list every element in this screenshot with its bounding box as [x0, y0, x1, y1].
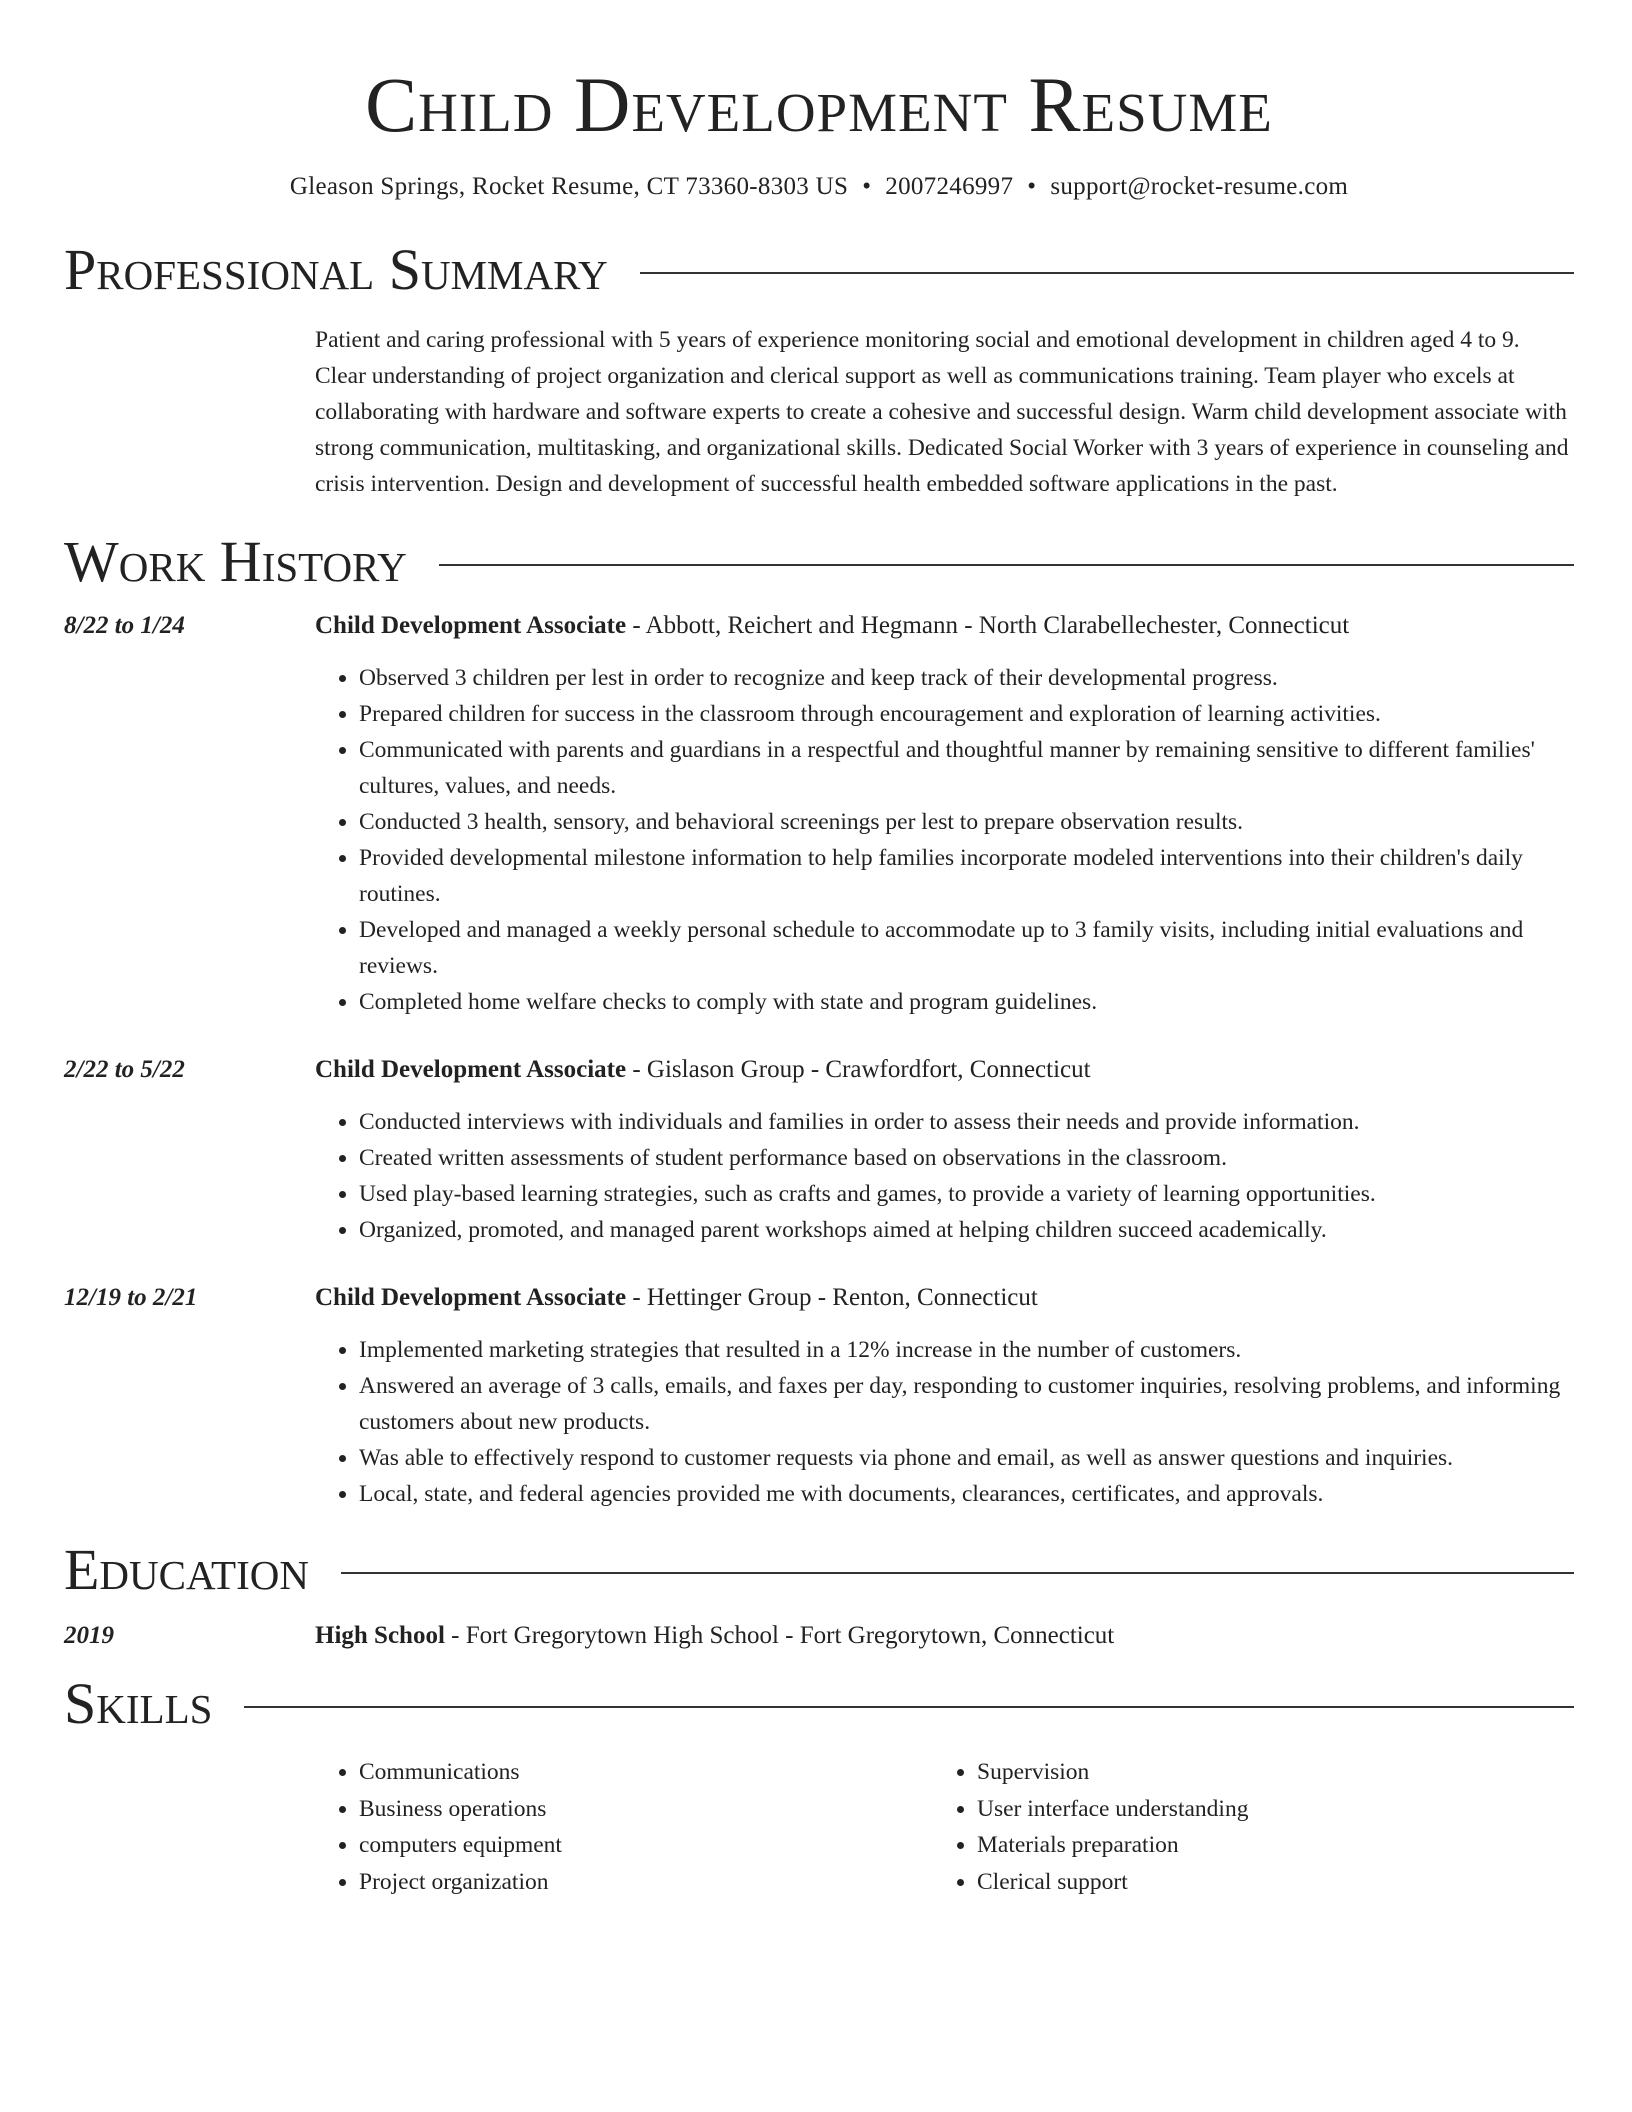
- job-body: [315, 1282, 1574, 1512]
- job-bullets: [315, 660, 1574, 1020]
- job-heading: [315, 610, 1574, 642]
- job-bullet: • Observed 3 children per lest in order to recognize and keep track of their developmental progress.: [359, 660, 1574, 696]
- job-bullet: • Organized, promoted, and managed parent workshops aimed at helping children succeed academically.: [359, 1212, 1574, 1248]
- education-year: 2019: [64, 1622, 114, 1649]
- skill-item: • Communications: [359, 1754, 933, 1791]
- job-heading: [315, 1282, 1574, 1314]
- section-title-summary: Professional Summary: [64, 237, 608, 302]
- job-dates: 2/22 to 5/22: [64, 1056, 185, 1083]
- job-employer: - Hettinger Group - Renton, Connecticut: [626, 1284, 1038, 1311]
- contact-line: [64, 172, 1574, 202]
- job-employer: - Abbott, Reichert and Hegmann - North Clarabellechester, Connecticut: [626, 612, 1350, 639]
- skill-item: • computers equipment: [359, 1827, 933, 1864]
- job-bullet: • Communicated with parents and guardians in a respectful and thoughtful manner by remaining sensitive to different families' cultures, values, and needs.: [359, 732, 1574, 804]
- section-divider: [439, 564, 1574, 566]
- education-entry: [64, 1620, 1574, 1652]
- job-employer: - Gislason Group - Crawfordfort, Connecticut: [626, 1056, 1091, 1083]
- section-header-summary: [64, 238, 1574, 302]
- skill-item: • Project organization: [359, 1864, 933, 1901]
- education-degree: High School: [315, 1622, 445, 1649]
- job-entry: [64, 1282, 1574, 1512]
- job-bullets: [315, 1104, 1574, 1248]
- job-bullet: • Completed home welfare checks to comply with state and program guidelines.: [359, 984, 1574, 1020]
- skill-item: • Clerical support: [977, 1864, 1551, 1901]
- skill-item: • Business operations: [359, 1791, 933, 1828]
- section-header-work: [64, 530, 1574, 594]
- contact-email: support@rocket-resume.com: [1050, 173, 1349, 200]
- section-title-skills: Skills: [64, 1671, 213, 1736]
- summary-text: Patient and caring professional with 5 years of experience monitoring social and emotional development in children aged 4 to 9. Clear understanding of project organization and clerical support as well as communications training. Team player who excels at collaborating with hardware and software experts to create a cohesive and successful design. Warm child development associate with strong communication, multitasking, and organizational skills. Dedicated Social Worker with 3 years of experience in counseling and crisis intervention. Design and development of successful health embedded software applications in the past.: [315, 327, 1569, 497]
- contact-phone: 2007246997: [885, 173, 1014, 200]
- job-bullet: • Conducted 3 health, sensory, and behavioral screenings per lest to prepare observation results.: [359, 804, 1574, 840]
- section-divider: [640, 272, 1574, 274]
- section-title-work: Work History: [64, 529, 407, 594]
- job-bullet: • Answered an average of 3 calls, emails, and faxes per day, responding to customer inquiries, resolving problems, and informing customers about new products.: [359, 1368, 1574, 1440]
- job-bullet: • Was able to effectively respond to customer requests via phone and email, as well as answer questions and inquiries.: [359, 1440, 1574, 1476]
- job-body: [315, 610, 1574, 1020]
- skill-item: • Supervision: [977, 1754, 1551, 1791]
- section-divider: [244, 1706, 1574, 1708]
- job-dates: 12/19 to 2/21: [64, 1284, 198, 1311]
- contact-separator: •: [1027, 173, 1037, 200]
- job-bullet: • Conducted interviews with individuals and families in order to assess their needs and provide information.: [359, 1104, 1574, 1140]
- skills-column-right: [933, 1754, 1551, 1900]
- job-heading: [315, 1054, 1574, 1086]
- skills-column-left: [315, 1754, 933, 1900]
- contact-separator: •: [862, 173, 872, 200]
- skills-list: [315, 1754, 1574, 1900]
- resume-title: Child Development Resume: [365, 61, 1273, 148]
- job-bullet: • Created written assessments of student performance based on observations in the classroom.: [359, 1140, 1574, 1176]
- job-bullet: • Local, state, and federal agencies provided me with documents, clearances, certificates, and approvals.: [359, 1476, 1574, 1512]
- skill-item: • Materials preparation: [977, 1827, 1551, 1864]
- education-body: [315, 1620, 1574, 1652]
- skill-item: • User interface understanding: [977, 1791, 1551, 1828]
- job-entry: [64, 1054, 1574, 1248]
- education-school: - Fort Gregorytown High School - Fort Gregorytown, Connecticut: [444, 1622, 1115, 1649]
- job-bullet: • Provided developmental milestone information to help families incorporate modeled interventions into their children's daily routines.: [359, 840, 1574, 912]
- job-body: [315, 1054, 1574, 1248]
- job-title: Child Development Associate: [315, 1056, 627, 1083]
- job-title: Child Development Associate: [315, 1284, 627, 1311]
- section-header-education: [64, 1538, 1574, 1602]
- resume-page: [64, 0, 1574, 1900]
- job-dates: 8/22 to 1/24: [64, 612, 185, 639]
- section-divider: [341, 1572, 1574, 1574]
- contact-address: Gleason Springs, Rocket Resume, CT 73360-8303 US: [289, 173, 849, 200]
- job-bullet: • Used play-based learning strategies, such as crafts and games, to provide a variety of learning opportunities.: [359, 1176, 1574, 1212]
- section-title-education: Education: [64, 1537, 309, 1602]
- job-bullet: • Implemented marketing strategies that resulted in a 12% increase in the number of customers.: [359, 1332, 1574, 1368]
- job-bullets: [315, 1332, 1574, 1512]
- education-heading: [315, 1620, 1574, 1652]
- job-title: Child Development Associate: [315, 612, 627, 639]
- job-bullet: • Developed and managed a weekly personal schedule to accommodate up to 3 family visits, including initial evaluations and reviews.: [359, 912, 1574, 984]
- section-header-skills: [64, 1672, 1574, 1736]
- job-bullet: • Prepared children for success in the classroom through encouragement and exploration of learning activities.: [359, 696, 1574, 732]
- job-entry: [64, 610, 1574, 1020]
